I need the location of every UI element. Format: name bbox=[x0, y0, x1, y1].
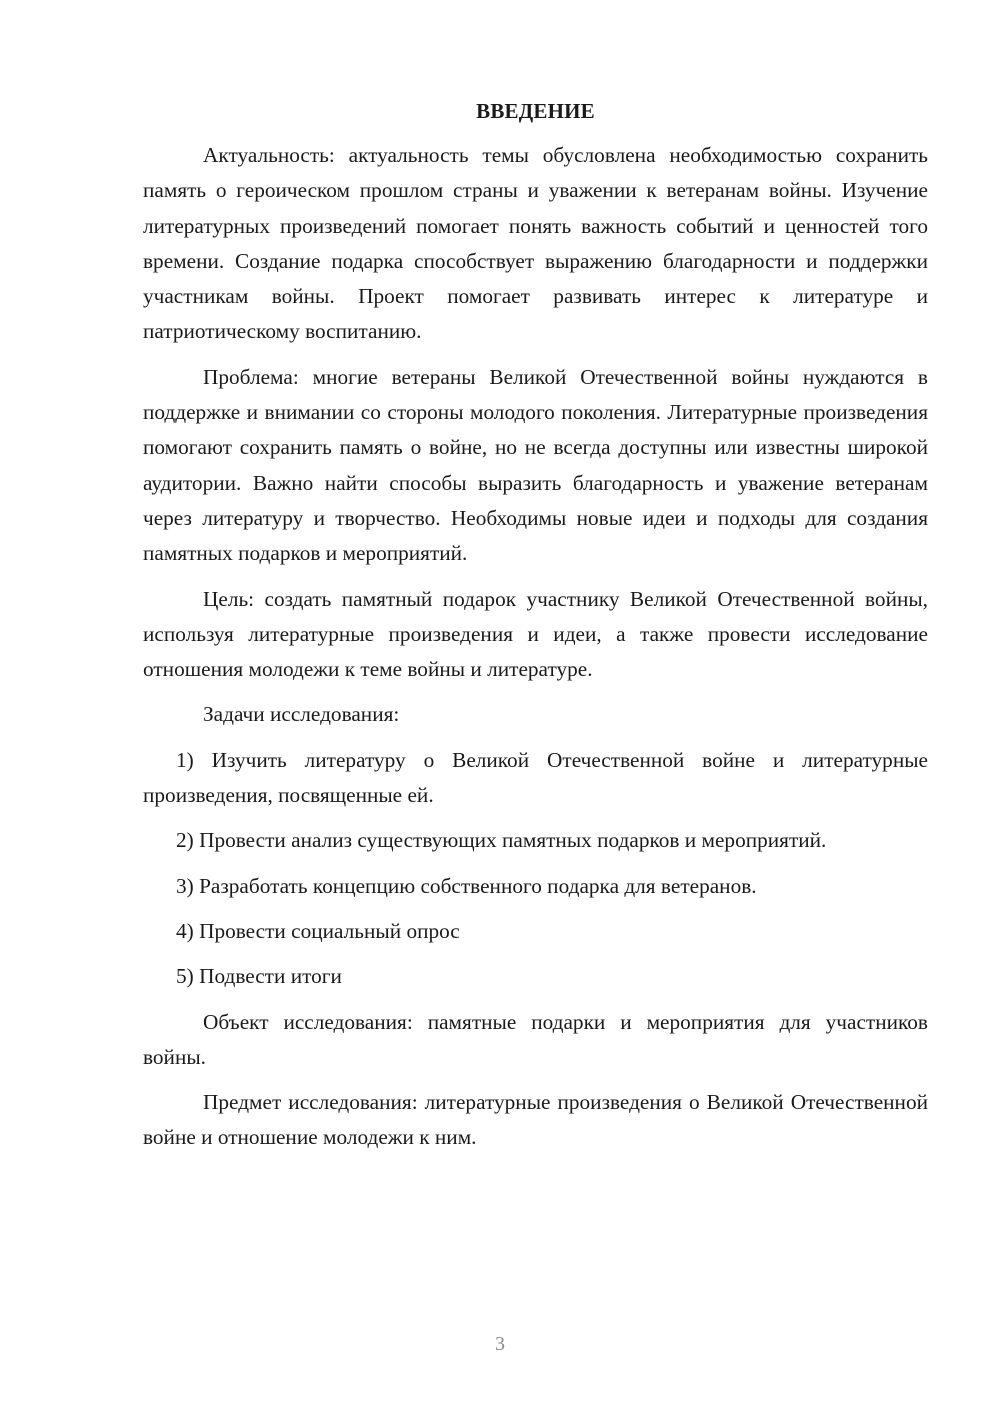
tasks-heading: Задачи исследования: bbox=[203, 702, 400, 727]
relevance-paragraph: Актуальность: актуальность темы обусловлена необходимостью сохранить память о героическом прошлом страны и уважении к ветеранам войны. Изучение литературных произведений помогает понять важность событий и ценностей того времени. Создание подарка способствует выражению благодарности и поддержки участникам войны. Проект помогает развивать интерес к литературе и патриотическому воспитанию. bbox=[143, 143, 928, 344]
task-item-4: 4) Провести социальный опрос bbox=[176, 918, 460, 943]
task-item-1: 1) Изучить литературу о Великой Отечественной войне и литературные произведения, посвященные ей. bbox=[143, 747, 928, 808]
task-item-2: 2) Провести анализ существующих памятных подарков и мероприятий. bbox=[176, 828, 827, 853]
section-title: ВВЕДЕНИЕ bbox=[476, 99, 595, 123]
task-item-3: 3) Разработать концепцию собственного подарка для ветеранов. bbox=[176, 873, 757, 898]
problem-paragraph: Проблема: многие ветераны Великой Отечественной войны нуждаются в поддержке и внимании со стороны молодого поколения. Литературные произведения помогают сохранить память о войне, но не всегда доступны или известны широкой аудитории. Важно найти способы выразить благодарность и уважение ветеранам через литературу и творчество. Необходимы новые идеи и подходы для создания памятных подарков и мероприятий. bbox=[143, 364, 928, 566]
research-object-paragraph: Объект исследования: памятные подарки и мероприятия для участников войны. bbox=[143, 1009, 928, 1069]
task-item-5: 5) Подвести итоги bbox=[176, 964, 342, 989]
document-page bbox=[143, 96, 928, 1156]
page-number: 3 bbox=[495, 1333, 505, 1355]
goal-paragraph: Цель: создать памятный подарок участнику Великой Отечественной войны, используя литературные произведения и идеи, а также провести исследование отношения молодежи к теме войны и литературе. bbox=[143, 586, 928, 682]
research-subject-paragraph: Предмет исследования: литературные произведения о Великой Отечественной войне и отношение молодежи к ним. bbox=[143, 1090, 928, 1150]
